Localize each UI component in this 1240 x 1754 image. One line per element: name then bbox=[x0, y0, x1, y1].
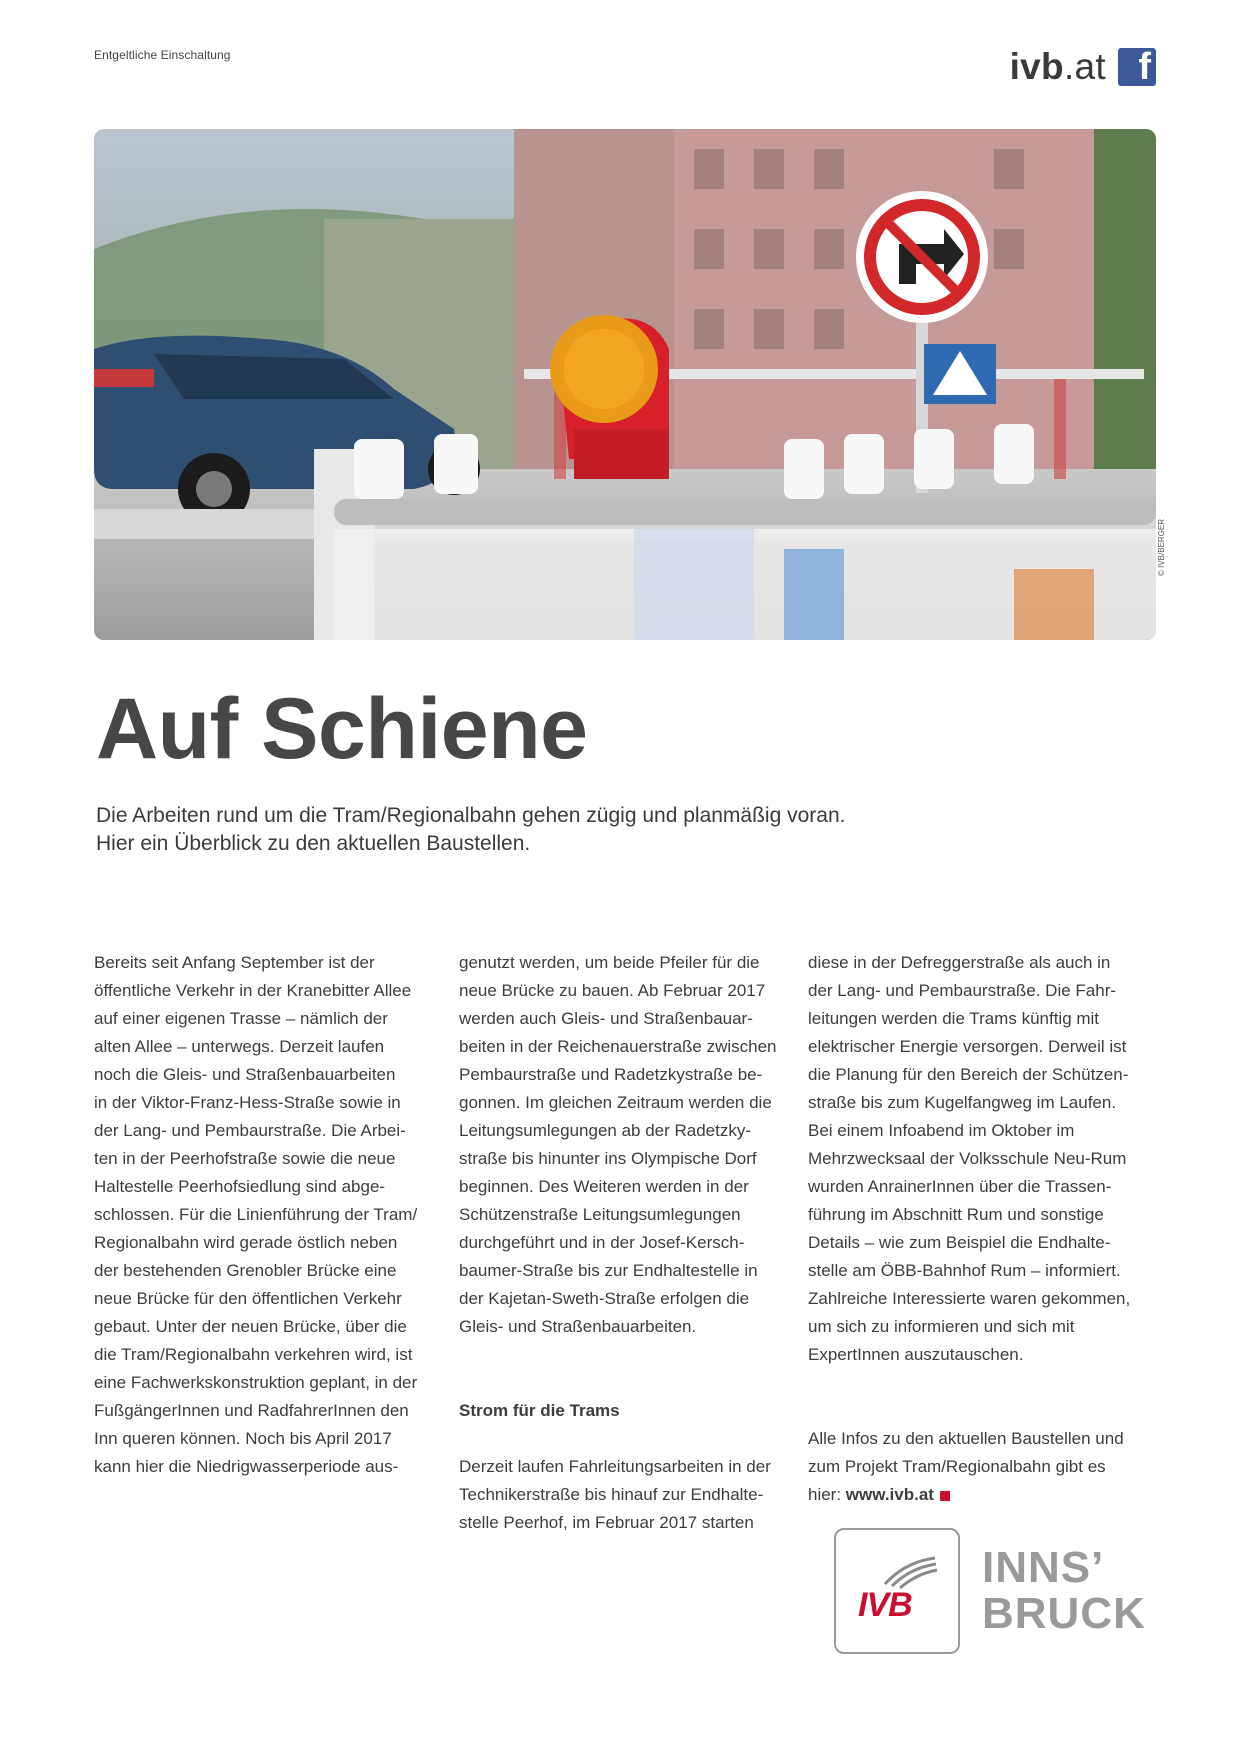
wordmark-line-2: BRUCK bbox=[982, 1589, 1146, 1638]
column-2-text-a: genutzt werden, um beide Pfeiler für die neue Brücke zu bauen. Ab Februar 2017 werden auch Gleis- und Straßenbauar- beiten in der Reichenauerstraße zwischen Pembaurstraße und Radetzkystraße be- gonnen. Im gleichen Zeitraum werden die Leitungsumlegungen ab der Radetzky- straße bis hinunter ins Olympische Dorf beginnen. Des Weiteren werden in der Schützenstraße Leitungsumlegungen durchgeführt und in der Josef-Kersch- baumer-Straße bis zur Endhaltestelle in der Kajetan-Sweth-Straße erfolgen die Gleis- und Straßenbauarbeiten. bbox=[459, 953, 777, 1336]
end-square-icon bbox=[940, 1491, 950, 1501]
ivb-logo bbox=[834, 1528, 960, 1654]
column-2 bbox=[459, 921, 799, 1565]
facebook-icon[interactable]: f bbox=[1118, 48, 1156, 86]
ad-label: Entgeltliche Einschaltung bbox=[94, 48, 231, 62]
site-link[interactable] bbox=[1010, 46, 1106, 88]
header-links bbox=[1010, 46, 1156, 88]
site-name: ivb bbox=[1009, 46, 1064, 87]
ivb-logo-text: IVB bbox=[858, 1586, 912, 1624]
photo-credit: © IVB/BERGER bbox=[1157, 518, 1166, 576]
column-3-text-a: diese in der Defreggerstraße als auch in der Lang- und Pembaurstraße. Die Fahr- leitungen werden die Trams künftig mit elektrischer Energie versorgen. Derweil ist die Planung für den Bereich der Schützen- straße bis zum Kugelfangweg im Laufen. Bei einem Infoabend im Oktober im Mehrzwecksaal der Volksschule Neu-Rum wurden AnrainerInnen über die Trassen- führung im Abschnitt Rum und sonstige Details – wie zum Beispiel die Endhalte- stelle am ÖBB-Bahnhof Rum – informiert. Zahlreiche Interessierte waren gekommen, um sich zu informieren und sich mit ExpertInnen auszutauschen. bbox=[808, 953, 1131, 1364]
wordmark-line-1: INNS’ bbox=[982, 1543, 1105, 1592]
column-1 bbox=[94, 921, 434, 1509]
column-2-text-b: Derzeit laufen Fahrleitungsarbeiten in der Technikerstraße bis hinauf zur Endhalte- stelle Peerhof, im Februar 2017 starten bbox=[459, 1457, 771, 1532]
column-3 bbox=[808, 921, 1148, 1537]
intro-line-2: Hier ein Überblick zu den aktuellen Baustellen. bbox=[96, 832, 531, 855]
page-title: Auf Schiene bbox=[96, 681, 588, 777]
innsbruck-wordmark bbox=[982, 1545, 1146, 1637]
section-heading: Strom für die Trams bbox=[459, 1401, 620, 1420]
website-link[interactable]: www.ivb.at bbox=[845, 1485, 934, 1504]
column-3-text-b bbox=[808, 1425, 1148, 1509]
intro-text bbox=[96, 802, 1056, 858]
intro-line-1: Die Arbeiten rund um die Tram/Regionalbahn gehen zügig und planmäßig voran. bbox=[96, 804, 846, 827]
column-3-cta: Alle Infos zu den aktuellen Baustellen und zum Projekt Tram/Regionalbahn gibt es hier: bbox=[808, 1429, 1124, 1504]
construction-site-illustration bbox=[94, 129, 1156, 640]
construction-photo bbox=[94, 129, 1156, 640]
site-domain: .at bbox=[1063, 46, 1106, 87]
column-1-text: Bereits seit Anfang September ist der öffentliche Verkehr in der Kranebitter Allee auf einer eigenen Trasse – nämlich der alten Allee – unterwegs. Derzeit laufen noch die Gleis- und Straßenbauarbeiten in der Viktor-Franz-Hess-Straße sowie in der Lang- und Pembaurstraße. Die Arbei- ten in der Peerhofstraße sowie die neue Haltestelle Peerhofsiedlung sind abge- schlossen. Für die Linienführung der Tram/ Regionalbahn wird gerade östlich neben der bestehenden Grenobler Brücke eine neue Brücke für den öffentlichen Verkehr gebaut. Unter der neuen Brücke, über die die Tram/Regionalbahn verkehren wird, ist eine Fachwerkskonstruktion geplant, in der FußgängerInnen und RadfahrerInnen den Inn queren können. Noch bis April 2017 kann hier die Niedrigwasserperiode aus- bbox=[94, 953, 418, 1476]
